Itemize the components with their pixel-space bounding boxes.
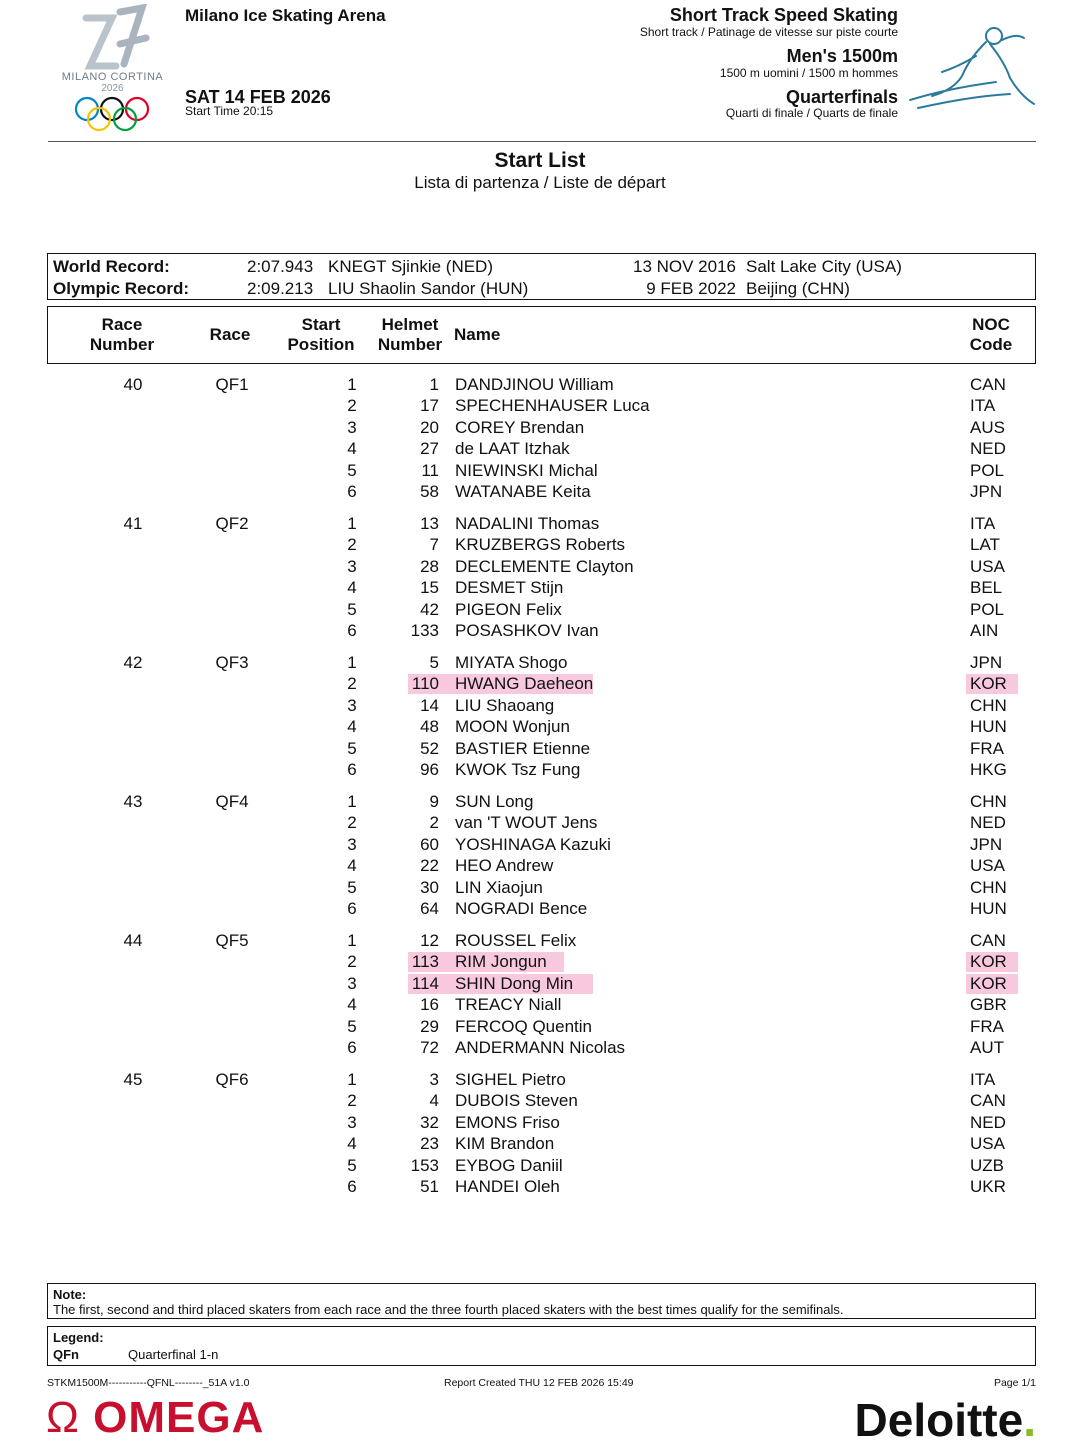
start-position: 5 bbox=[347, 460, 357, 480]
skater-name: NIEWINSKI Michal bbox=[455, 460, 598, 480]
skater-name: SPECHENHAUSER Luca bbox=[455, 396, 650, 416]
noc-code: KOR bbox=[970, 973, 1007, 993]
start-position: 5 bbox=[347, 738, 357, 758]
race-number: 44 bbox=[123, 931, 143, 950]
noc-code: UZB bbox=[970, 1155, 1004, 1175]
helmet-number: 15 bbox=[420, 578, 439, 598]
col-race-number: Race Number bbox=[89, 315, 155, 354]
deloitte-dot-icon: . bbox=[1023, 1394, 1036, 1446]
skater-name: MIYATA Shogo bbox=[455, 653, 568, 672]
noc-code: FRA bbox=[970, 738, 1004, 758]
helmet-number: 110 bbox=[411, 674, 439, 694]
helmet-number: 22 bbox=[420, 856, 439, 876]
start-position: 1 bbox=[347, 792, 357, 811]
helmet-number: 3 bbox=[429, 1070, 439, 1089]
start-position: 3 bbox=[347, 834, 357, 854]
race-number: 45 bbox=[123, 1070, 143, 1089]
race-code: QF5 bbox=[215, 931, 249, 950]
noc-code: FRA bbox=[970, 1016, 1004, 1036]
helmet-number: 28 bbox=[420, 556, 439, 576]
logo-text: MILANO CORTINA bbox=[61, 71, 164, 83]
legend-desc: Quarterfinal 1-n bbox=[128, 1347, 219, 1362]
skater-name: DESMET Stijn bbox=[455, 578, 564, 598]
note-text: The first, second and third placed skaters from each race and the three fourth placed skaters with the best times qualify for the semifinals. bbox=[53, 1302, 844, 1317]
skater-name: SIGHEL Pietro bbox=[455, 1070, 566, 1089]
skater-name: TREACY Niall bbox=[455, 995, 562, 1015]
noc-code: JPN bbox=[970, 653, 1003, 672]
sport-title: Short Track Speed Skating bbox=[669, 5, 898, 25]
helmet-number: 2 bbox=[429, 813, 439, 833]
noc-code: JPN bbox=[970, 482, 1003, 501]
records-box bbox=[47, 253, 1036, 300]
start-position: 4 bbox=[347, 578, 357, 598]
noc-code: HUN bbox=[970, 899, 1007, 918]
world-record-time: 2:07.943 bbox=[247, 257, 314, 276]
helmet-number: 153 bbox=[410, 1155, 439, 1175]
race-code: QF1 bbox=[215, 375, 249, 394]
skater-name: NADALINI Thomas bbox=[455, 514, 600, 533]
milano-cortina-logo bbox=[50, 4, 175, 134]
helmet-number: 5 bbox=[429, 653, 439, 672]
noc-code: LAT bbox=[970, 535, 1000, 555]
helmet-number: 113 bbox=[411, 952, 439, 972]
phase-subtitle: Quarti di finale / Quarts de finale bbox=[725, 106, 898, 120]
skater-name: KWOK Tsz Fung bbox=[455, 760, 581, 779]
race-number: 40 bbox=[123, 375, 143, 394]
noc-code: JPN bbox=[970, 834, 1003, 854]
noc-code: USA bbox=[970, 856, 1005, 876]
helmet-number: 29 bbox=[420, 1016, 439, 1036]
start-position: 5 bbox=[347, 877, 357, 897]
event-subtitle: 1500 m uomini / 1500 m hommes bbox=[719, 66, 898, 80]
helmet-number: 48 bbox=[420, 717, 439, 737]
skater-name: YOSHINAGA Kazuki bbox=[455, 834, 611, 854]
helmet-number: 23 bbox=[420, 1134, 439, 1154]
col-name: Name bbox=[454, 325, 501, 344]
noc-code: CHN bbox=[970, 695, 1007, 715]
skater-name: KIM Brandon bbox=[455, 1134, 555, 1154]
note-label: Note: bbox=[53, 1287, 87, 1302]
event-title: Men's 1500m bbox=[786, 46, 898, 66]
noc-code: CAN bbox=[970, 1091, 1006, 1111]
start-position: 1 bbox=[347, 653, 357, 672]
noc-code: CHN bbox=[970, 792, 1007, 811]
helmet-number: 52 bbox=[420, 738, 439, 758]
noc-code: HUN bbox=[970, 717, 1007, 737]
noc-code: GBR bbox=[970, 995, 1007, 1015]
skater-name: EYBOG Daniil bbox=[455, 1155, 563, 1175]
start-position: 6 bbox=[347, 621, 357, 640]
noc-code: KOR bbox=[970, 674, 1007, 694]
noc-code: POL bbox=[970, 460, 1005, 480]
helmet-number: 58 bbox=[420, 482, 439, 501]
start-position: 6 bbox=[347, 482, 357, 501]
games-emblem-icon bbox=[50, 4, 175, 74]
skater-name: POSASHKOV Ivan bbox=[455, 621, 599, 640]
col-noc-code: NOC Code bbox=[969, 315, 1013, 354]
noc-code: NED bbox=[970, 439, 1006, 459]
helmet-number: 96 bbox=[420, 760, 439, 779]
helmet-number: 14 bbox=[420, 695, 439, 715]
start-position: 2 bbox=[347, 535, 357, 555]
world-record-place: Salt Lake City (USA) bbox=[746, 257, 902, 276]
skater-name: PIGEON Felix bbox=[455, 599, 562, 619]
start-position: 4 bbox=[347, 1134, 357, 1154]
helmet-number: 30 bbox=[420, 877, 439, 897]
noc-code: BEL bbox=[970, 578, 1003, 598]
noc-code: USA bbox=[970, 556, 1005, 576]
race-code: QF4 bbox=[215, 792, 249, 811]
race-number: 42 bbox=[123, 653, 143, 672]
noc-code: AIN bbox=[970, 621, 999, 640]
noc-code: ITA bbox=[970, 396, 996, 416]
noc-code: USA bbox=[970, 1134, 1005, 1154]
helmet-number: 11 bbox=[421, 460, 439, 480]
race-number: 41 bbox=[123, 514, 143, 533]
skater-name: WATANABE Keita bbox=[455, 482, 591, 501]
noc-code: NED bbox=[970, 1112, 1006, 1132]
phase-title: Quarterfinals bbox=[785, 87, 898, 107]
skater-name: ANDERMANN Nicolas bbox=[455, 1038, 626, 1057]
short-track-pictogram-icon bbox=[906, 22, 1038, 114]
start-position: 1 bbox=[347, 514, 357, 533]
olympic-record-place: Beijing (CHN) bbox=[746, 279, 850, 298]
helmet-number: 114 bbox=[411, 973, 439, 993]
helmet-number: 32 bbox=[420, 1112, 439, 1132]
start-position: 2 bbox=[347, 396, 357, 416]
noc-code: CAN bbox=[970, 931, 1006, 950]
start-position: 4 bbox=[347, 856, 357, 876]
start-position: 3 bbox=[347, 1112, 357, 1132]
skater-name: HWANG Daeheon bbox=[455, 674, 594, 694]
skater-name: COREY Brendan bbox=[455, 417, 585, 437]
start-position: 6 bbox=[347, 760, 357, 779]
start-position: 6 bbox=[347, 1177, 357, 1196]
start-position: 3 bbox=[347, 695, 357, 715]
omega-logo: Ω OMEGA bbox=[46, 1393, 265, 1442]
helmet-number: 13 bbox=[420, 514, 439, 533]
page-title: Start List bbox=[494, 149, 586, 172]
helmet-number: 17 bbox=[420, 396, 439, 416]
skater-name: de LAAT Itzhak bbox=[455, 439, 570, 459]
helmet-number: 12 bbox=[420, 931, 439, 950]
olympic-record-label: Olympic Record: bbox=[53, 279, 190, 298]
skater-name: HEO Andrew bbox=[455, 856, 554, 876]
olympic-record-holder: LIU Shaolin Sandor (HUN) bbox=[328, 279, 529, 298]
legend-code: QFn bbox=[53, 1347, 79, 1362]
noc-code: HKG bbox=[970, 760, 1007, 779]
start-position: 5 bbox=[347, 1155, 357, 1175]
olympic-record-time: 2:09.213 bbox=[247, 279, 314, 298]
start-position: 6 bbox=[347, 899, 357, 918]
helmet-number: 27 bbox=[420, 439, 439, 459]
skater-name: RIM Jongun bbox=[455, 952, 547, 972]
race-code: QF6 bbox=[215, 1070, 249, 1089]
skater-name: EMONS Friso bbox=[455, 1112, 560, 1132]
noc-code: ITA bbox=[970, 1070, 996, 1089]
col-start-position: Start Position bbox=[287, 315, 355, 354]
noc-code: CAN bbox=[970, 375, 1006, 394]
race-number: 43 bbox=[123, 792, 143, 811]
start-position: 2 bbox=[347, 674, 357, 694]
omega-symbol-icon: Ω bbox=[46, 1393, 94, 1442]
noc-code: AUT bbox=[970, 1038, 1004, 1057]
start-position: 1 bbox=[347, 931, 357, 950]
skater-name: DANDJINOU William bbox=[455, 375, 614, 394]
start-position: 2 bbox=[347, 952, 357, 972]
start-position: 1 bbox=[347, 1070, 357, 1089]
legend-box bbox=[47, 1326, 1036, 1366]
event-date: SAT 14 FEB 2026 bbox=[185, 87, 331, 107]
start-position: 2 bbox=[347, 813, 357, 833]
skater-name: DUBOIS Steven bbox=[455, 1091, 578, 1111]
skater-name: van 'T WOUT Jens bbox=[455, 813, 598, 833]
helmet-number: 60 bbox=[420, 834, 439, 854]
note-box bbox=[47, 1283, 1036, 1319]
skater-name: FERCOQ Quentin bbox=[455, 1016, 592, 1036]
helmet-number: 51 bbox=[420, 1177, 439, 1196]
helmet-number: 72 bbox=[420, 1038, 439, 1057]
start-position: 5 bbox=[347, 599, 357, 619]
skater-name: LIU Shaoang bbox=[455, 695, 555, 715]
world-record-holder: KNEGT Sjinkie (NED) bbox=[328, 257, 493, 276]
skater-name: ROUSSEL Felix bbox=[455, 931, 577, 950]
noc-code: AUS bbox=[970, 417, 1005, 437]
start-position: 6 bbox=[347, 1038, 357, 1057]
skater-name: KRUZBERGS Roberts bbox=[455, 535, 626, 555]
start-position: 5 bbox=[347, 1016, 357, 1036]
skater-name: HANDEI Oleh bbox=[455, 1177, 560, 1196]
skater-name: MOON Wonjun bbox=[455, 717, 570, 737]
deloitte-logo: Deloitte. bbox=[854, 1394, 1036, 1446]
report-created: Report Created THU 12 FEB 2026 15:49 bbox=[444, 1377, 634, 1389]
skater-name: DECLEMENTE Clayton bbox=[455, 556, 634, 576]
helmet-number: 42 bbox=[420, 599, 439, 619]
start-position: 1 bbox=[347, 375, 357, 394]
noc-code: POL bbox=[970, 599, 1005, 619]
venue: Milano Ice Skating Arena bbox=[185, 6, 386, 25]
start-time: Start Time 20:15 bbox=[185, 104, 274, 118]
legend-label: Legend: bbox=[53, 1330, 104, 1345]
noc-code: ITA bbox=[970, 514, 996, 533]
col-race: Race bbox=[209, 325, 251, 344]
helmet-number: 4 bbox=[429, 1091, 439, 1111]
olympic-record-date: 9 FEB 2022 bbox=[646, 279, 736, 298]
start-position: 3 bbox=[347, 973, 357, 993]
start-position: 2 bbox=[347, 1091, 357, 1111]
noc-code: UKR bbox=[970, 1177, 1006, 1196]
helmet-number: 133 bbox=[410, 621, 439, 640]
skater-name: SHIN Dong Min bbox=[455, 973, 574, 993]
helmet-number: 7 bbox=[429, 535, 439, 555]
start-position: 4 bbox=[347, 995, 357, 1015]
header-divider bbox=[48, 141, 1036, 142]
race-code: QF2 bbox=[215, 514, 249, 533]
world-record-label: World Record: bbox=[53, 257, 170, 276]
col-helmet-number: Helmet Number bbox=[377, 315, 443, 354]
noc-code: CHN bbox=[970, 877, 1007, 897]
start-position: 4 bbox=[347, 717, 357, 737]
document-code: STKM1500M-----------QFNL--------_51A v1.0 bbox=[47, 1377, 250, 1389]
helmet-number: 20 bbox=[420, 417, 439, 437]
start-position: 3 bbox=[347, 556, 357, 576]
sport-subtitle: Short track / Patinage de vitesse sur piste courte bbox=[639, 25, 898, 39]
skater-name: LIN Xiaojun bbox=[455, 877, 543, 897]
olympic-rings-icon bbox=[50, 94, 175, 134]
helmet-number: 9 bbox=[429, 792, 439, 811]
page-subtitle: Lista di partenza / Liste de départ bbox=[414, 173, 666, 192]
skater-name: NOGRADI Bence bbox=[455, 899, 588, 918]
page-number: Page 1/1 bbox=[993, 1377, 1036, 1389]
noc-code: NED bbox=[970, 813, 1006, 833]
skater-name: BASTIER Etienne bbox=[455, 738, 591, 758]
noc-code: KOR bbox=[970, 952, 1007, 972]
start-position: 4 bbox=[347, 439, 357, 459]
table-header bbox=[47, 306, 1036, 364]
helmet-number: 1 bbox=[429, 375, 439, 394]
helmet-number: 64 bbox=[420, 899, 439, 918]
start-position: 3 bbox=[347, 417, 357, 437]
skater-name: SUN Long bbox=[455, 792, 534, 811]
race-code: QF3 bbox=[215, 653, 249, 672]
world-record-date: 13 NOV 2016 bbox=[632, 257, 736, 276]
helmet-number: 16 bbox=[420, 995, 439, 1015]
logo-year: 2026 bbox=[101, 83, 124, 94]
